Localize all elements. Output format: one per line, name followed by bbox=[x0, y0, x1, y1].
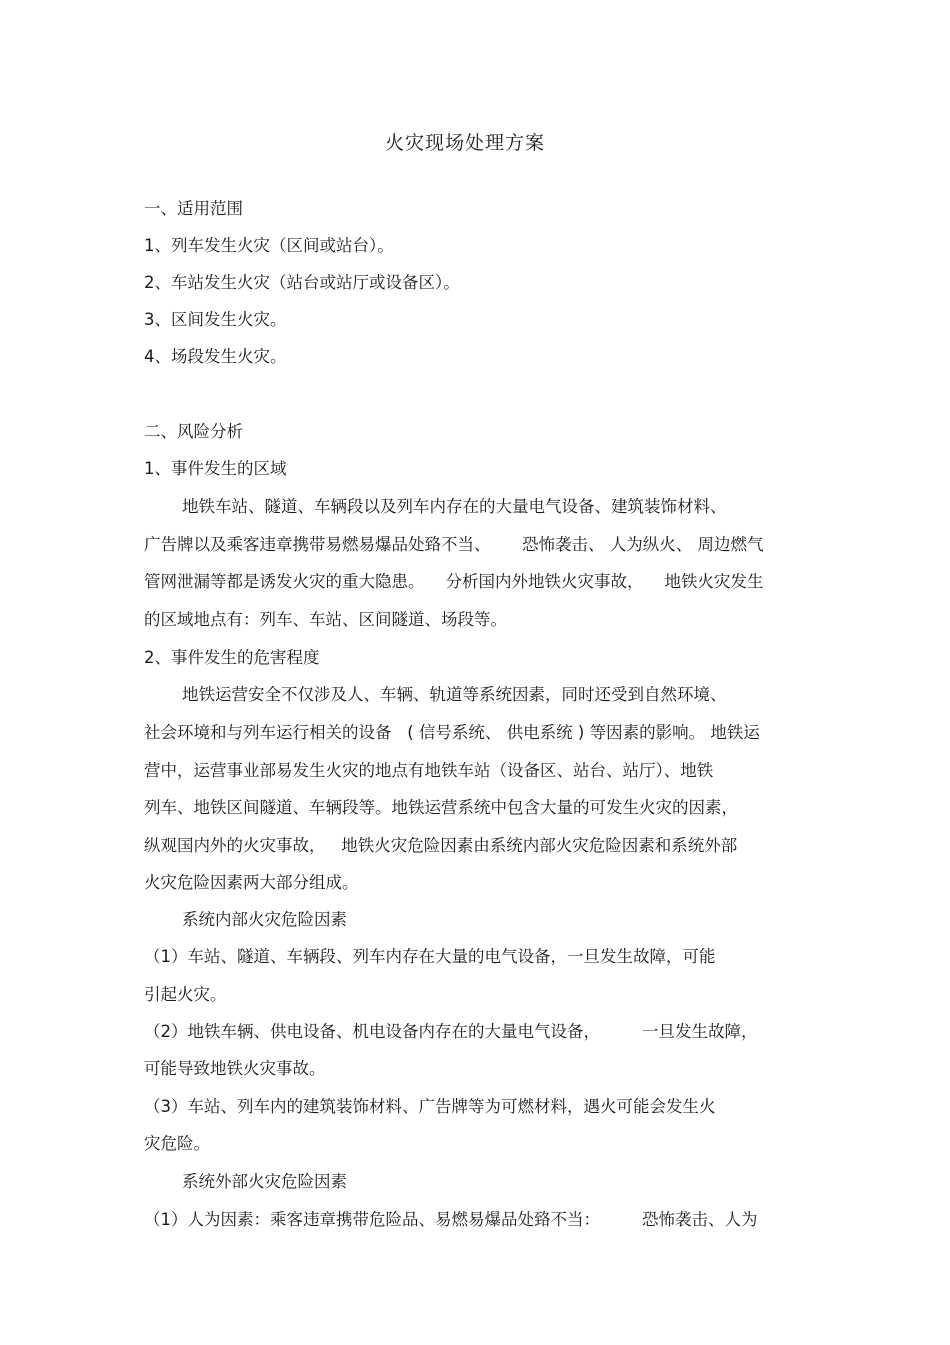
text-line: 4、场段发生火灾。 bbox=[144, 347, 287, 366]
text-line: 3、区间发生火灾。 bbox=[144, 310, 287, 329]
text-line: 引起火灾。 bbox=[144, 985, 227, 1004]
text-line: 系统外部火灾危险因素 bbox=[182, 1172, 347, 1191]
text-line: 社会环境和与列车运行相关的设备 ( 信号系统、 供电系统 ) 等因素的影响。 地铁运 bbox=[144, 723, 760, 742]
text-line: 二、风险分析 bbox=[144, 422, 243, 441]
text-line: 1、列车发生火灾（区间或站台）。 bbox=[144, 236, 394, 255]
text-line: （1）车站、隧道、车辆段、列车内存在大量的电气设备，一旦发生故障，可能 bbox=[144, 947, 716, 966]
text-line: 纵观国内外的火灾事故， 地铁火灾危险因素由系统内部火灾危险因素和系统外部 bbox=[144, 836, 738, 855]
text-line: （2）地铁车辆、供电设备、机电设备内存在的大量电气设备， 一旦发生故障， bbox=[144, 1022, 758, 1041]
text-line: 列车、地铁区间隧道、车辆段等。地铁运营系统中包含大量的可发生火灾的因素， bbox=[144, 798, 738, 817]
text-line: 1、事件发生的区域 bbox=[144, 459, 287, 478]
text-line: 的区域地点有：列车、车站、区间隧道、场段等。 bbox=[144, 610, 507, 629]
text-line: 灾危险。 bbox=[144, 1134, 210, 1153]
text-line: 广告牌以及乘客违章携带易燃易爆品处臵不当、 恐怖袭击、 人为纵火、 周边燃气 bbox=[144, 535, 764, 554]
text-line: 可能导致地铁火灾事故。 bbox=[144, 1059, 326, 1078]
text-line: 地铁运营安全不仅涉及人、车辆、轨道等系统因素，同时还受到自然环境、 bbox=[182, 685, 727, 704]
text-line: 营中，运营事业部易发生火灾的地点有地铁车站（设备区、站台、站厅）、地铁 bbox=[144, 761, 714, 780]
text-line: 火灾危险因素两大部分组成。 bbox=[144, 873, 359, 892]
text-line: 系统内部火灾危险因素 bbox=[182, 910, 347, 929]
text-line: （1）人为因素：乘客违章携带危险品、易燃易爆品处臵不当： 恐怖袭击、人为 bbox=[144, 1210, 758, 1229]
text-line: 地铁车站、隧道、车辆段以及列车内存在的大量电气设备、建筑装饰材料、 bbox=[182, 497, 727, 516]
text-line: 管网泄漏等都是诱发火灾的重大隐患。 分析国内外地铁火灾事故， 地铁火灾发生 bbox=[144, 572, 764, 591]
text-line: （3）车站、列车内的建筑装饰材料、广告牌等为可燃材料，遇火可能会发生火 bbox=[144, 1097, 716, 1116]
text-line: 2、事件发生的危害程度 bbox=[144, 648, 320, 667]
text-line: 2、车站发生火灾（站台或站厅或设备区）。 bbox=[144, 273, 460, 292]
document-title: 火灾现场处理方案 bbox=[384, 132, 545, 154]
text-line: 一、适用范围 bbox=[144, 199, 243, 218]
